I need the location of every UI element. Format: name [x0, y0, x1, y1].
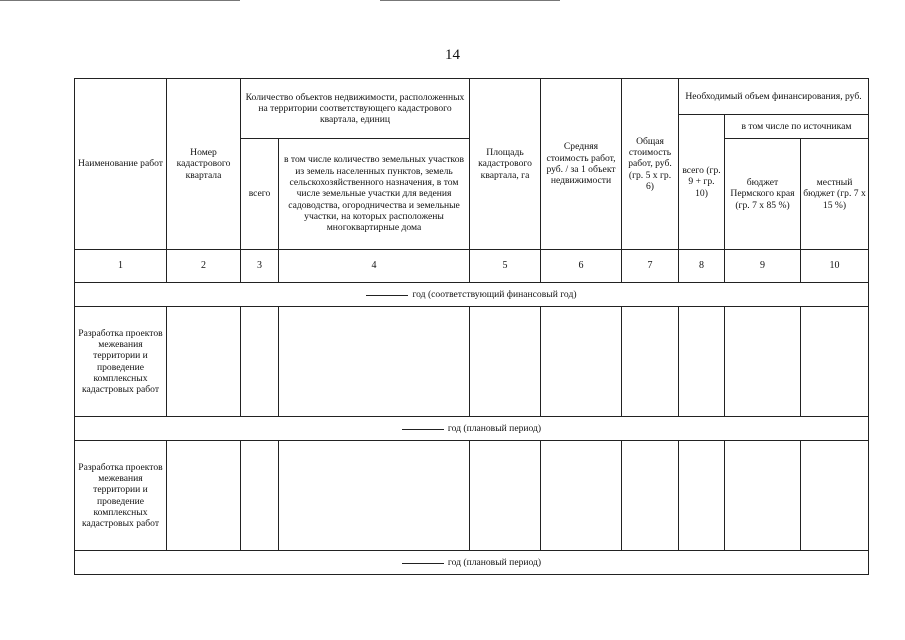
- header-avg-cost: Средняя стоимость работ, руб. / за 1 объект недвижимости: [541, 79, 622, 250]
- column-number: 2: [167, 250, 241, 283]
- empty-cell: [279, 441, 470, 551]
- section-title: год (плановый период): [447, 556, 542, 568]
- column-number-row: [75, 250, 869, 283]
- column-number: 4: [279, 250, 470, 283]
- column-number: 3: [241, 250, 279, 283]
- financing-table: [74, 78, 869, 575]
- column-number: 9: [725, 250, 801, 283]
- empty-cell: [541, 441, 622, 551]
- empty-cell: [470, 441, 541, 551]
- work-name-cell: Разработка проектов межевания территории и проведение комплексных кадастровых работ: [75, 441, 167, 551]
- empty-cell: [279, 307, 470, 417]
- empty-cell: [801, 307, 869, 417]
- section-title-row: [75, 551, 869, 575]
- empty-cell: [470, 307, 541, 417]
- header-name: Наименование работ: [75, 79, 167, 250]
- empty-cell: [725, 307, 801, 417]
- section-title-row: [75, 283, 869, 307]
- header-by-sources: в том числе по источникам: [725, 115, 869, 139]
- empty-cell: [541, 307, 622, 417]
- header-objects-land: в том числе количество земельных участков из земель населенных пунктов, земель сельскохозяйственного назначения, в том числе земельные участки для ведения садоводства, огородничества и земельные участки, на которых расположены многоквартирные дома: [279, 139, 470, 250]
- header-objects-group: Количество объектов недвижимости, расположенных на территории соответствующего кадастрового квартала, единиц: [241, 79, 470, 139]
- column-number: 1: [75, 250, 167, 283]
- header-financing-group: Необходимый объем финансирования, руб.: [679, 79, 869, 115]
- empty-cell: [241, 441, 279, 551]
- table-row: [75, 307, 869, 417]
- header-cadastral-number: Номер кадастрового квартала: [167, 79, 241, 250]
- empty-cell: [679, 441, 725, 551]
- empty-cell: [622, 441, 679, 551]
- column-number: 5: [470, 250, 541, 283]
- empty-cell: [725, 441, 801, 551]
- year-blank-line: [402, 429, 444, 430]
- header-fin-total: всего (гр. 9 + гр. 10): [679, 115, 725, 250]
- column-number: 10: [801, 250, 869, 283]
- column-number: 8: [679, 250, 725, 283]
- page-number: 14: [445, 47, 460, 63]
- header-total-cost: Общая стоимость работ, руб. (гр. 5 х гр. 6): [622, 79, 679, 250]
- header-objects-total: всего: [241, 139, 279, 250]
- header-local-budget: местный бюджет (гр. 7 х 15 %): [801, 139, 869, 250]
- scan-edge-line-left: [0, 0, 240, 1]
- table-row: [75, 441, 869, 551]
- section-title: год (плановый период): [447, 422, 542, 434]
- empty-cell: [679, 307, 725, 417]
- work-name-cell: Разработка проектов межевания территории и проведение комплексных кадастровых работ: [75, 307, 167, 417]
- empty-cell: [167, 441, 241, 551]
- year-blank-line: [402, 563, 444, 564]
- empty-cell: [167, 307, 241, 417]
- empty-cell: [241, 307, 279, 417]
- column-number: 6: [541, 250, 622, 283]
- column-number: 7: [622, 250, 679, 283]
- section-title: год (соответствующий финансовый год): [412, 288, 577, 300]
- year-blank-line: [366, 295, 408, 296]
- header-regional-budget: бюджет Пермского края (гр. 7 х 85 %): [725, 139, 801, 250]
- empty-cell: [622, 307, 679, 417]
- scan-edge-line-right: [380, 0, 560, 1]
- empty-cell: [801, 441, 869, 551]
- section-title-row: [75, 417, 869, 441]
- header-area: Площадь кадастрового квартала, га: [470, 79, 541, 250]
